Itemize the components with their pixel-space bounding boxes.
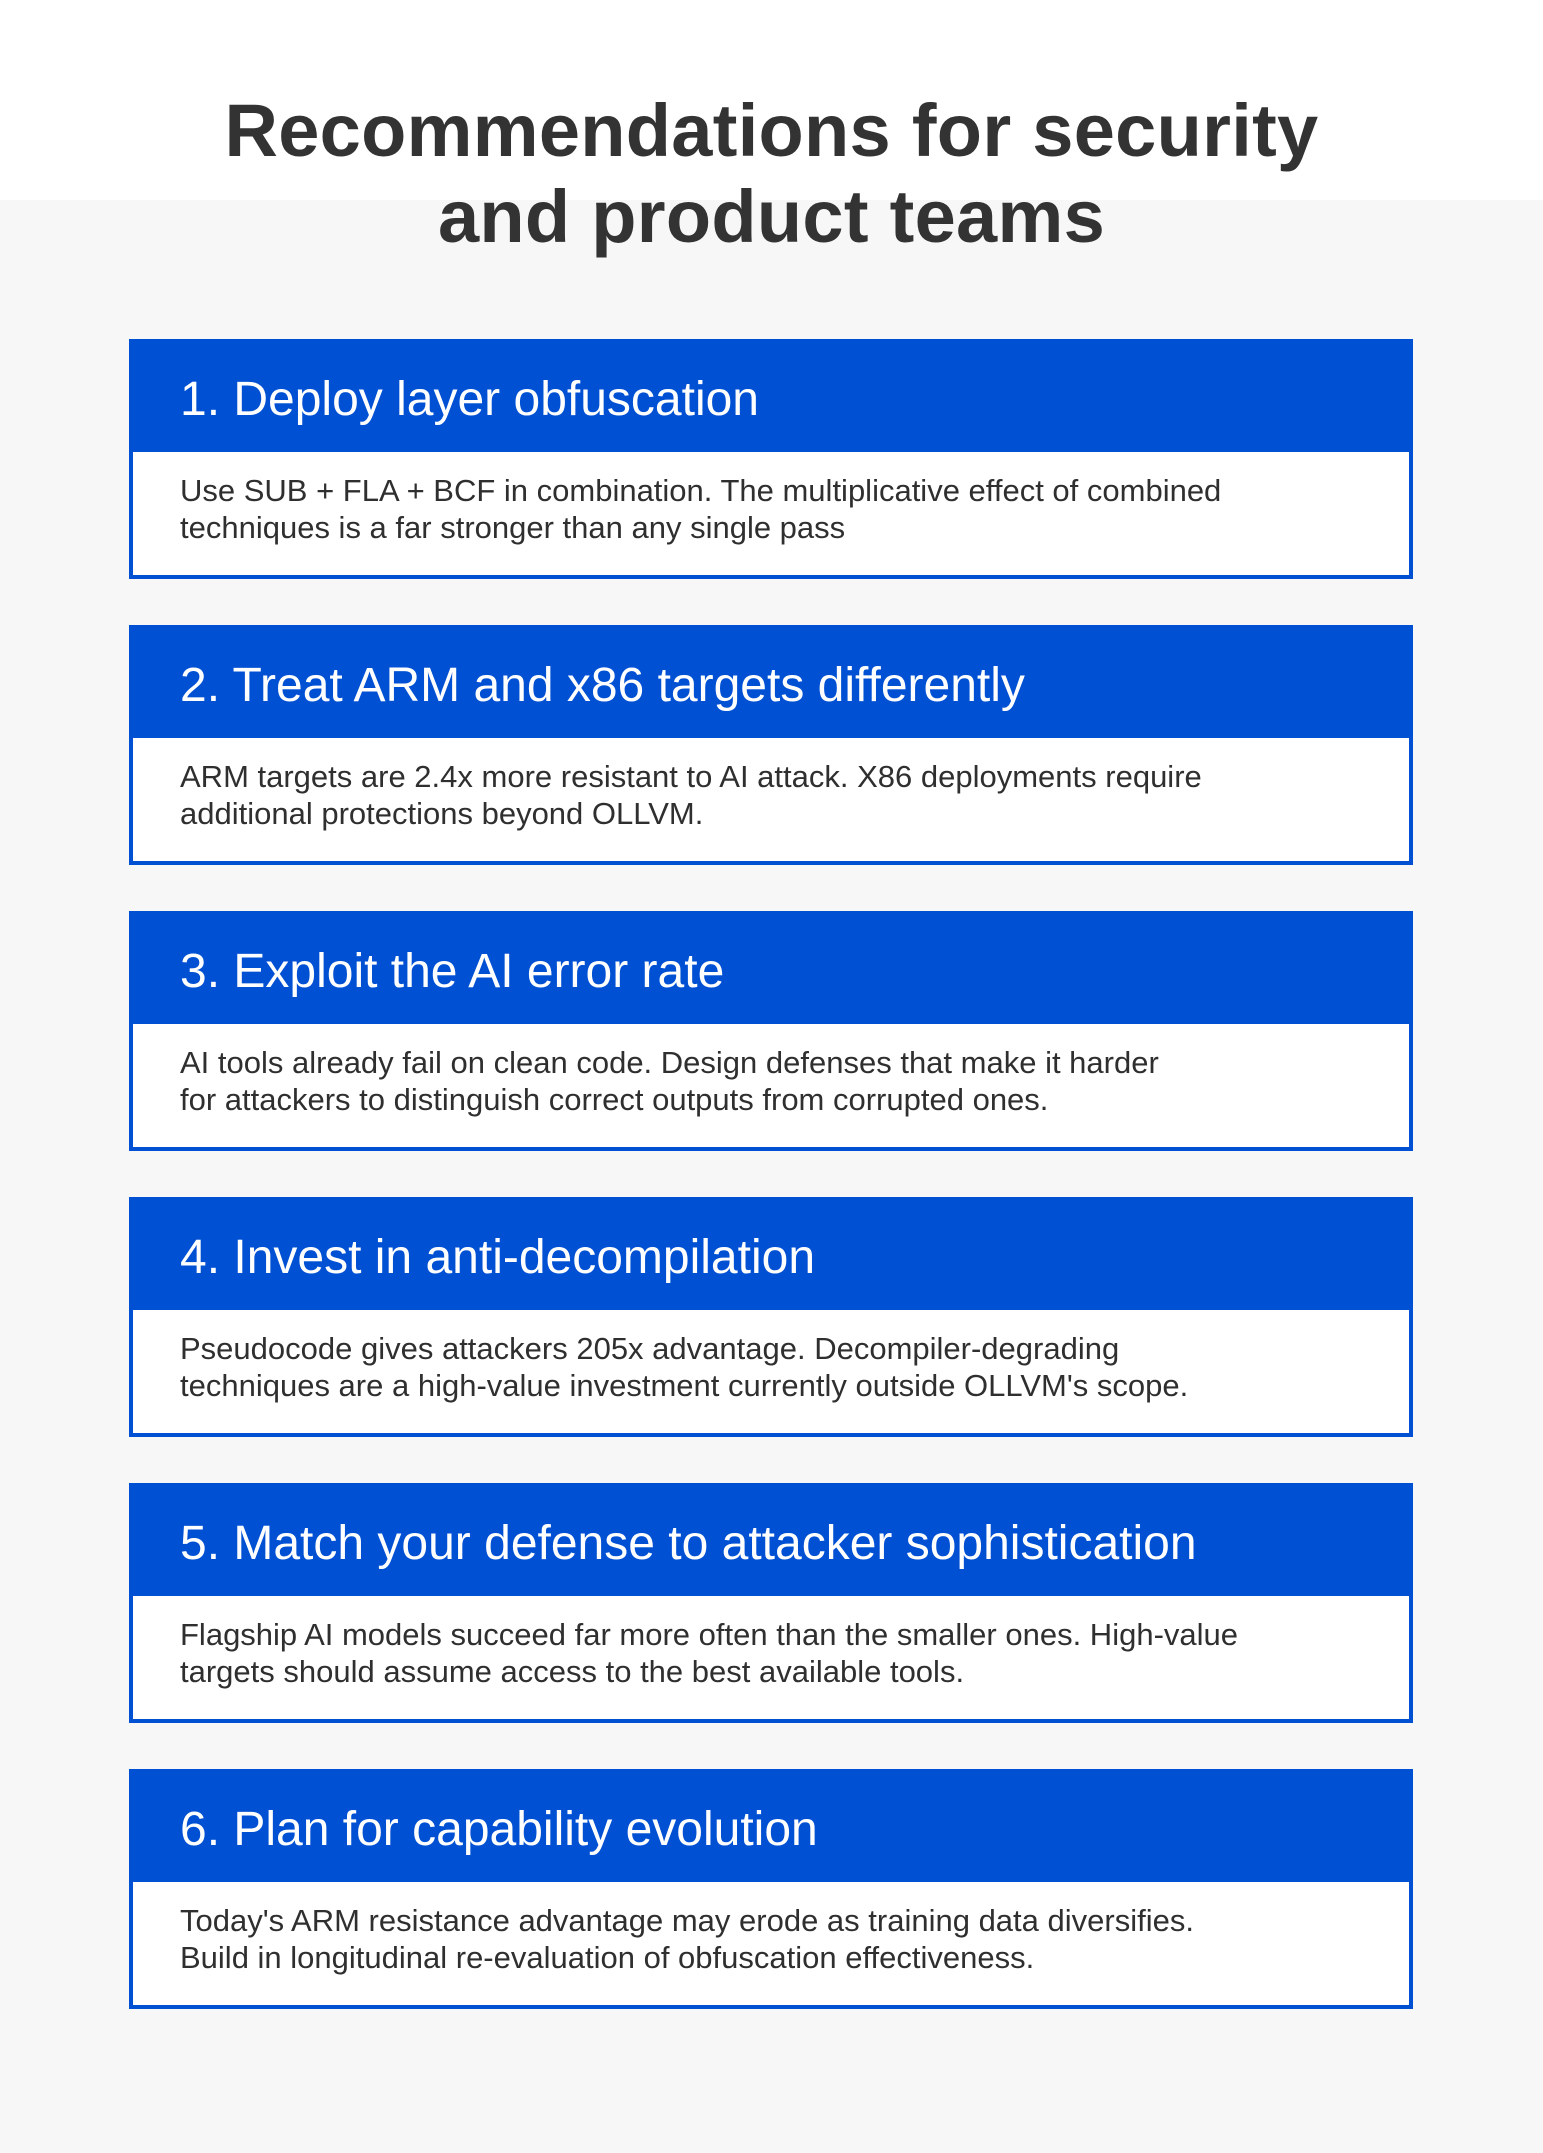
card-body xyxy=(133,452,1409,546)
card-header xyxy=(133,915,1409,1024)
card-title: 3. Exploit the AI error rate xyxy=(180,944,725,998)
card-body-line: Use SUB + FLA + BCF in combination. The multiplicative effect of combined xyxy=(180,473,1222,508)
card-body xyxy=(133,1596,1409,1690)
card-body-line: for attackers to distinguish correct outputs from corrupted ones. xyxy=(180,1082,1049,1117)
card-header xyxy=(133,629,1409,738)
recommendation-card-4 xyxy=(129,1197,1413,1437)
card-header xyxy=(133,343,1409,452)
card-body xyxy=(133,1024,1409,1118)
card-body-line: Today's ARM resistance advantage may erode as training data diversifies. xyxy=(180,1903,1194,1938)
card-body-line: Pseudocode gives attackers 205x advantage. Decompiler-degrading xyxy=(180,1331,1120,1366)
recommendation-card-5 xyxy=(129,1483,1413,1723)
page-title-line-2: and product teams xyxy=(437,175,1106,258)
card-title: 5. Match your defense to attacker sophistication xyxy=(180,1516,1197,1570)
card-body-line: techniques is a far stronger than any single pass xyxy=(180,510,846,545)
card-header xyxy=(133,1487,1409,1596)
card-title: 6. Plan for capability evolution xyxy=(180,1802,818,1856)
card-body-line: Flagship AI models succeed far more often than the smaller ones. High-value xyxy=(180,1617,1238,1652)
card-body-line: Build in longitudinal re-evaluation of obfuscation effectiveness. xyxy=(180,1940,1035,1975)
card-body-line: ARM targets are 2.4x more resistant to AI attack. X86 deployments require xyxy=(180,759,1202,794)
recommendation-list xyxy=(129,339,1413,2055)
card-header xyxy=(133,1201,1409,1310)
card-title: 4. Invest in anti-decompilation xyxy=(180,1230,816,1284)
recommendation-card-3 xyxy=(129,911,1413,1151)
card-body-line: additional protections beyond OLLVM. xyxy=(180,796,704,831)
card-body xyxy=(133,1310,1409,1404)
recommendation-card-1 xyxy=(129,339,1413,579)
card-body-line: AI tools already fail on clean code. Design defenses that make it harder xyxy=(180,1045,1159,1080)
page-title-line-1: Recommendations for security xyxy=(224,89,1319,172)
card-body xyxy=(133,738,1409,832)
card-body-line: targets should assume access to the best available tools. xyxy=(180,1654,965,1689)
card-title: 2. Treat ARM and x86 targets differently xyxy=(180,658,1025,712)
card-body xyxy=(133,1882,1409,1976)
card-header xyxy=(133,1773,1409,1882)
card-body-line: techniques are a high-value investment currently outside OLLVM's scope. xyxy=(180,1368,1189,1403)
page-title xyxy=(0,88,1543,260)
recommendation-card-6 xyxy=(129,1769,1413,2009)
card-title: 1. Deploy layer obfuscation xyxy=(180,372,759,426)
recommendation-card-2 xyxy=(129,625,1413,865)
